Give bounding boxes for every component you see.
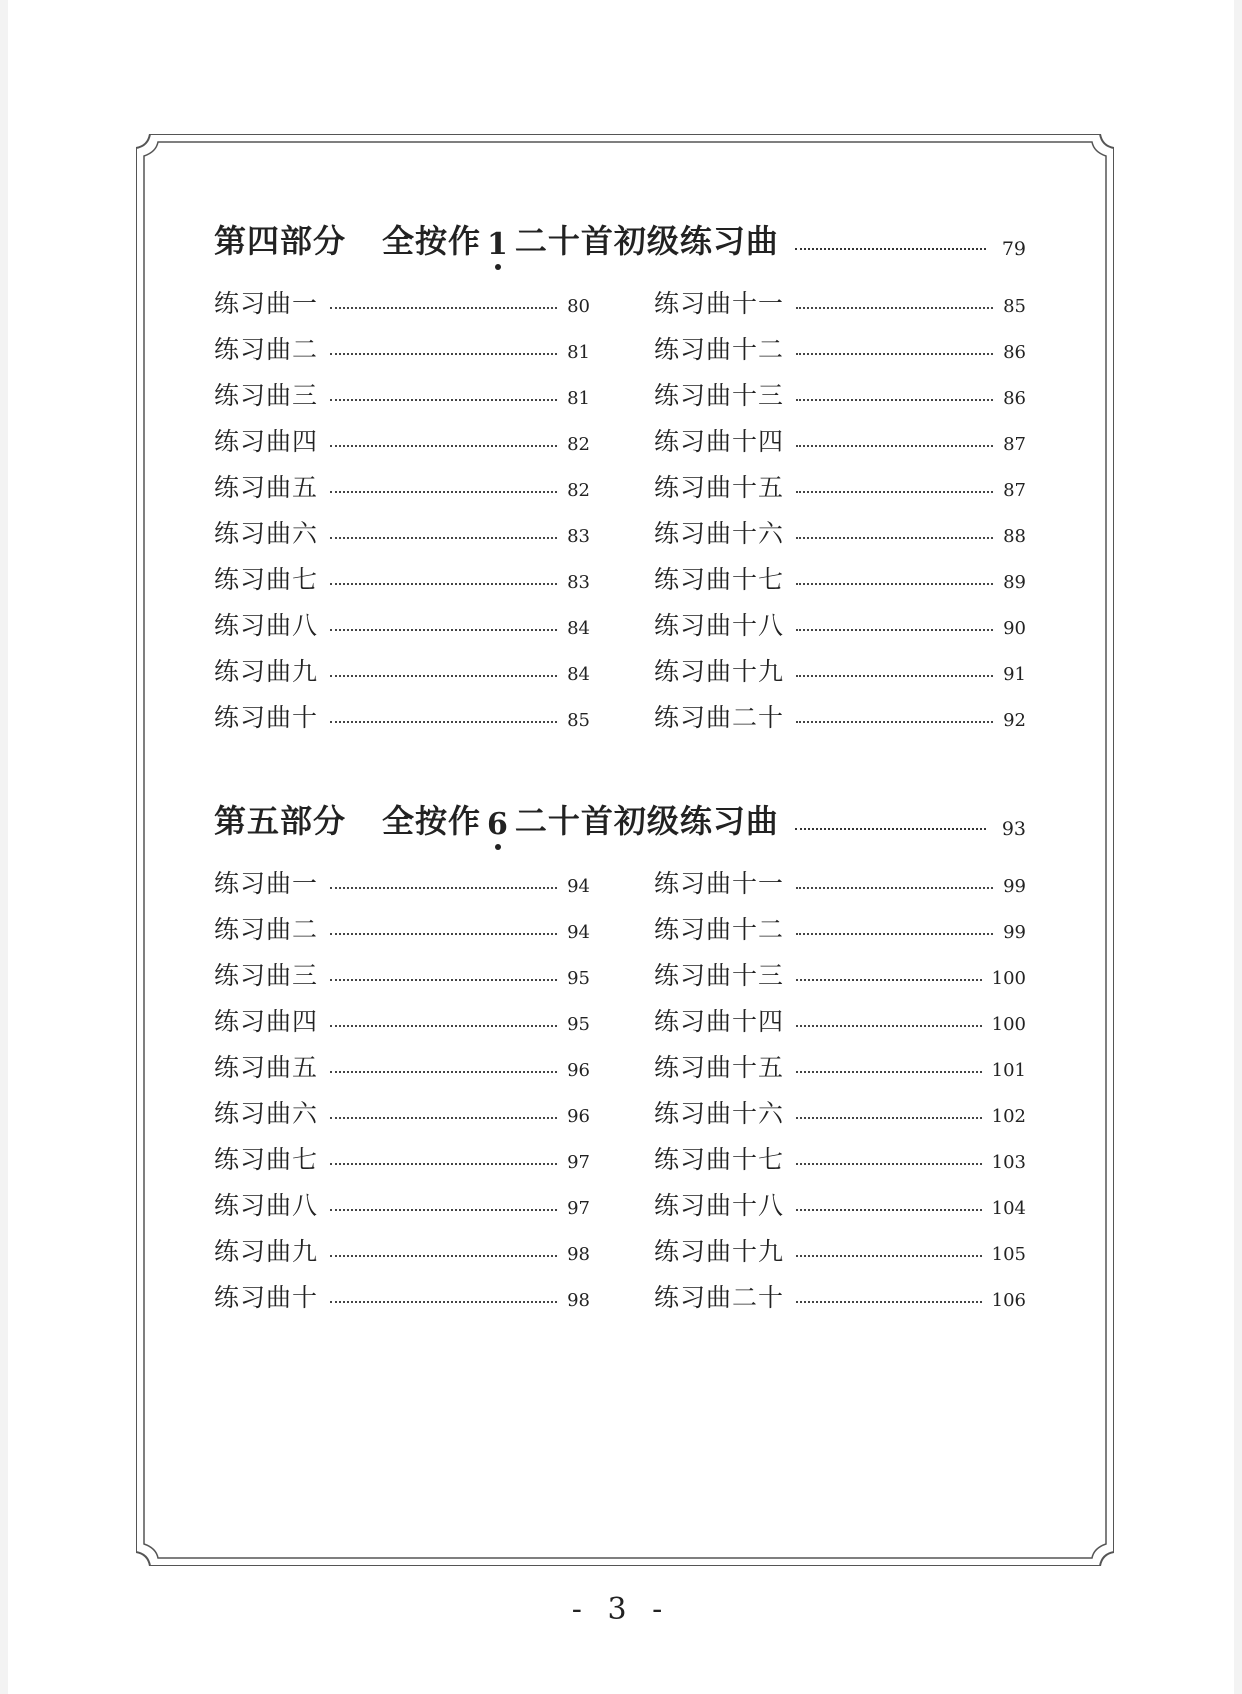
toc-entry[interactable] bbox=[214, 1268, 590, 1314]
toc-entry[interactable] bbox=[214, 412, 590, 458]
entry-label: 练习曲一 bbox=[214, 289, 319, 318]
dot-leader bbox=[796, 583, 993, 585]
dot-leader bbox=[330, 979, 557, 981]
entry-page: 91 bbox=[1003, 664, 1026, 685]
entry-label: 练习曲九 bbox=[214, 657, 319, 686]
toc-entry[interactable] bbox=[214, 458, 590, 504]
entry-label: 练习曲十四 bbox=[654, 427, 785, 456]
toc-entry[interactable] bbox=[654, 596, 1026, 642]
dot-leader bbox=[796, 629, 993, 631]
entry-label: 练习曲十 bbox=[214, 703, 319, 732]
toc-entry[interactable] bbox=[654, 946, 1026, 992]
page-number: - 3 - bbox=[571, 1592, 671, 1627]
entry-page: 105 bbox=[991, 1244, 1026, 1265]
entry-label: 练习曲二十 bbox=[654, 703, 785, 732]
toc-section-part4 bbox=[214, 214, 1026, 732]
entry-label: 练习曲十七 bbox=[654, 565, 785, 594]
toc-entry[interactable] bbox=[654, 504, 1026, 550]
section-title bbox=[382, 796, 779, 842]
entry-page: 94 bbox=[567, 876, 590, 897]
toc-entry[interactable] bbox=[214, 504, 590, 550]
toc-entry[interactable] bbox=[654, 458, 1026, 504]
entry-page: 90 bbox=[1003, 618, 1026, 639]
dot-leader bbox=[796, 1209, 982, 1211]
dot-leader bbox=[796, 1163, 982, 1165]
section-title-prefix: 全按作 bbox=[382, 222, 482, 260]
jianpu-note-low-1 bbox=[487, 227, 509, 262]
dot-leader bbox=[330, 583, 557, 585]
toc-entry[interactable] bbox=[214, 596, 590, 642]
entry-label: 练习曲三 bbox=[214, 961, 319, 990]
entry-page: 103 bbox=[991, 1152, 1026, 1173]
toc-entry[interactable] bbox=[214, 642, 590, 688]
entry-page: 95 bbox=[567, 968, 590, 989]
section-page-number: 93 bbox=[1001, 818, 1026, 840]
dot-leader bbox=[796, 307, 993, 309]
left-column bbox=[214, 274, 590, 734]
dot-leader bbox=[795, 248, 986, 250]
toc-entry[interactable] bbox=[654, 550, 1026, 596]
section-heading[interactable] bbox=[214, 794, 1026, 842]
dot-leader bbox=[330, 1209, 557, 1211]
entry-page: 97 bbox=[567, 1198, 590, 1219]
entry-page: 83 bbox=[567, 526, 590, 547]
dot-leader bbox=[330, 933, 557, 935]
toc-section-part5 bbox=[214, 794, 1026, 1312]
entry-page: 85 bbox=[1003, 296, 1026, 317]
entry-page: 100 bbox=[991, 1014, 1026, 1035]
entry-label: 练习曲二 bbox=[214, 915, 319, 944]
dot-leader bbox=[330, 445, 557, 447]
dot-leader bbox=[330, 1117, 557, 1119]
toc-entry[interactable] bbox=[654, 1130, 1026, 1176]
entry-label: 练习曲七 bbox=[214, 565, 319, 594]
entry-label: 练习曲十二 bbox=[654, 335, 785, 364]
toc-entry[interactable] bbox=[214, 320, 590, 366]
dot-leader bbox=[330, 399, 557, 401]
entry-label: 练习曲四 bbox=[214, 1007, 319, 1036]
dot-leader bbox=[330, 675, 557, 677]
dot-leader bbox=[330, 1301, 557, 1303]
entry-page: 87 bbox=[1003, 434, 1026, 455]
entry-page: 104 bbox=[991, 1198, 1026, 1219]
entry-page: 102 bbox=[991, 1106, 1026, 1127]
jianpu-note-low-6 bbox=[487, 807, 509, 842]
section-heading[interactable] bbox=[214, 214, 1026, 262]
section-page-number: 79 bbox=[1001, 238, 1026, 260]
right-column bbox=[654, 854, 1026, 1314]
entry-page: 95 bbox=[567, 1014, 590, 1035]
entry-page: 86 bbox=[1003, 342, 1026, 363]
entry-label: 练习曲八 bbox=[214, 611, 319, 640]
entry-label: 练习曲八 bbox=[214, 1191, 319, 1220]
toc-entry[interactable] bbox=[654, 1038, 1026, 1084]
toc-entry[interactable] bbox=[654, 688, 1026, 734]
jianpu-note-digit: 6 bbox=[487, 807, 509, 842]
dot-leader bbox=[330, 887, 557, 889]
entry-page: 94 bbox=[567, 922, 590, 943]
dot-leader bbox=[796, 491, 993, 493]
entry-page: 101 bbox=[991, 1060, 1026, 1081]
entry-label: 练习曲十六 bbox=[654, 519, 785, 548]
entry-label: 练习曲九 bbox=[214, 1237, 319, 1266]
dot-leader bbox=[796, 1025, 982, 1027]
toc-entry[interactable] bbox=[654, 274, 1026, 320]
dot-leader bbox=[796, 1071, 982, 1073]
toc-entry[interactable] bbox=[214, 1176, 590, 1222]
entry-label: 练习曲四 bbox=[214, 427, 319, 456]
entry-page: 100 bbox=[991, 968, 1026, 989]
dot-leader bbox=[796, 353, 993, 355]
section-part-label: 第五部分 bbox=[214, 802, 347, 840]
toc-entry[interactable] bbox=[654, 412, 1026, 458]
entry-label: 练习曲一 bbox=[214, 869, 319, 898]
low-octave-dot bbox=[495, 264, 501, 270]
toc-entry[interactable] bbox=[654, 1084, 1026, 1130]
dot-leader bbox=[330, 629, 557, 631]
dot-leader bbox=[796, 675, 993, 677]
section-part-label: 第四部分 bbox=[214, 222, 347, 260]
toc-entry[interactable] bbox=[214, 1084, 590, 1130]
entry-label: 练习曲二 bbox=[214, 335, 319, 364]
dot-leader bbox=[330, 1163, 557, 1165]
entry-page: 80 bbox=[567, 296, 590, 317]
dot-leader bbox=[330, 537, 557, 539]
dot-leader bbox=[330, 353, 557, 355]
toc-entry[interactable] bbox=[214, 1038, 590, 1084]
entry-label: 练习曲十八 bbox=[654, 611, 785, 640]
entry-label: 练习曲十五 bbox=[654, 473, 785, 502]
entry-label: 练习曲七 bbox=[214, 1145, 319, 1174]
toc-entry[interactable] bbox=[214, 854, 590, 900]
entry-label: 练习曲五 bbox=[214, 1053, 319, 1082]
dot-leader bbox=[796, 1117, 982, 1119]
dot-leader bbox=[330, 1071, 557, 1073]
entry-page: 97 bbox=[567, 1152, 590, 1173]
toc-entry[interactable] bbox=[654, 992, 1026, 1038]
toc-entry[interactable] bbox=[654, 1176, 1026, 1222]
toc-entry[interactable] bbox=[654, 320, 1026, 366]
toc-entry[interactable] bbox=[214, 274, 590, 320]
jianpu-note-digit: 1 bbox=[487, 227, 509, 262]
dot-leader bbox=[795, 828, 986, 830]
dot-leader bbox=[796, 445, 993, 447]
entry-page: 99 bbox=[1003, 876, 1026, 897]
low-octave-dot bbox=[495, 844, 501, 850]
entry-label: 练习曲十二 bbox=[654, 915, 785, 944]
entry-page: 84 bbox=[567, 664, 590, 685]
entry-page: 106 bbox=[991, 1290, 1026, 1311]
left-column bbox=[214, 854, 590, 1314]
entry-label: 练习曲十九 bbox=[654, 657, 785, 686]
toc-entry[interactable] bbox=[214, 946, 590, 992]
entry-page: 86 bbox=[1003, 388, 1026, 409]
section-title bbox=[382, 216, 779, 262]
toc-entry[interactable] bbox=[654, 900, 1026, 946]
entry-label: 练习曲五 bbox=[214, 473, 319, 502]
dot-leader bbox=[796, 399, 993, 401]
entry-page: 92 bbox=[1003, 710, 1026, 731]
entry-page: 98 bbox=[567, 1244, 590, 1265]
entry-label: 练习曲三 bbox=[214, 381, 319, 410]
entry-label: 练习曲十五 bbox=[654, 1053, 785, 1082]
toc-entry[interactable] bbox=[214, 900, 590, 946]
entry-label: 练习曲十 bbox=[214, 1283, 319, 1312]
toc-entry[interactable] bbox=[654, 854, 1026, 900]
dot-leader bbox=[330, 1255, 557, 1257]
entry-label: 练习曲六 bbox=[214, 519, 319, 548]
entry-label: 练习曲十三 bbox=[654, 381, 785, 410]
entry-label: 练习曲十三 bbox=[654, 961, 785, 990]
entry-page: 83 bbox=[567, 572, 590, 593]
entry-label: 练习曲十一 bbox=[654, 289, 785, 318]
toc-entry[interactable] bbox=[214, 1130, 590, 1176]
toc-entry[interactable] bbox=[214, 992, 590, 1038]
entry-page: 82 bbox=[567, 480, 590, 501]
entry-label: 练习曲十七 bbox=[654, 1145, 785, 1174]
toc-entry[interactable] bbox=[654, 1222, 1026, 1268]
entry-page: 82 bbox=[567, 434, 590, 455]
right-column bbox=[654, 274, 1026, 734]
toc-entry[interactable] bbox=[214, 1222, 590, 1268]
dot-leader bbox=[330, 307, 557, 309]
section-title-prefix: 全按作 bbox=[382, 802, 482, 840]
entry-page: 84 bbox=[567, 618, 590, 639]
entry-label: 练习曲十九 bbox=[654, 1237, 785, 1266]
entry-page: 87 bbox=[1003, 480, 1026, 501]
entry-page: 85 bbox=[567, 710, 590, 731]
dot-leader bbox=[796, 887, 993, 889]
entry-page: 81 bbox=[567, 342, 590, 363]
dot-leader bbox=[796, 1255, 982, 1257]
dot-leader bbox=[796, 933, 993, 935]
entry-label: 练习曲十四 bbox=[654, 1007, 785, 1036]
dot-leader bbox=[330, 721, 557, 723]
dot-leader bbox=[796, 1301, 982, 1303]
toc-entry[interactable] bbox=[214, 688, 590, 734]
entry-page: 99 bbox=[1003, 922, 1026, 943]
entry-page: 88 bbox=[1003, 526, 1026, 547]
section-title-suffix: 二十首初级练习曲 bbox=[514, 222, 779, 260]
section-title-suffix: 二十首初级练习曲 bbox=[514, 802, 779, 840]
entry-page: 89 bbox=[1003, 572, 1026, 593]
entry-label: 练习曲二十 bbox=[654, 1283, 785, 1312]
entry-label: 练习曲十六 bbox=[654, 1099, 785, 1128]
toc-entry[interactable] bbox=[654, 366, 1026, 412]
entry-page: 81 bbox=[567, 388, 590, 409]
entry-label: 练习曲十八 bbox=[654, 1191, 785, 1220]
dot-leader bbox=[796, 721, 993, 723]
dot-leader bbox=[796, 537, 993, 539]
entry-page: 98 bbox=[567, 1290, 590, 1311]
entry-page: 96 bbox=[567, 1106, 590, 1127]
dot-leader bbox=[796, 979, 982, 981]
entry-label: 练习曲十一 bbox=[654, 869, 785, 898]
toc-entry[interactable] bbox=[214, 366, 590, 412]
entry-label: 练习曲六 bbox=[214, 1099, 319, 1128]
dot-leader bbox=[330, 491, 557, 493]
toc-entry[interactable] bbox=[654, 642, 1026, 688]
entry-page: 96 bbox=[567, 1060, 590, 1081]
dot-leader bbox=[330, 1025, 557, 1027]
toc-entry[interactable] bbox=[214, 550, 590, 596]
toc-entry[interactable] bbox=[654, 1268, 1026, 1314]
